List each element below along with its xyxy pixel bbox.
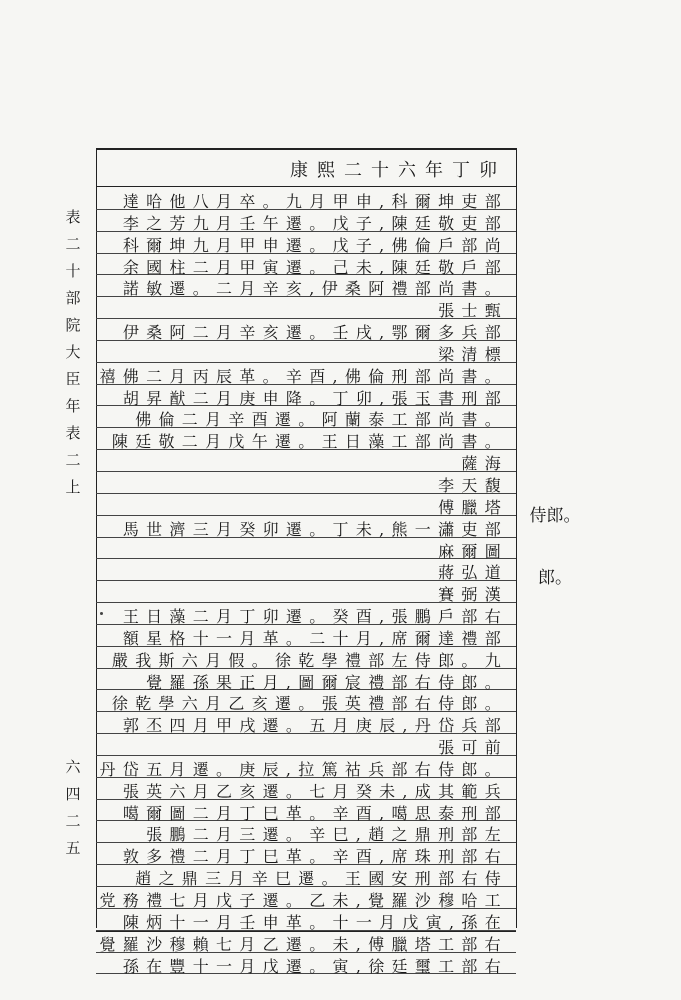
row-text: 諾敏遷。二月辛亥,伊桑阿禮部尚書。 xyxy=(122,279,508,299)
row-text: 李天馥 xyxy=(438,475,508,495)
table-row xyxy=(96,450,516,472)
side-title-char: 部 xyxy=(65,289,81,307)
row-text: 敦多禮二月丁巳革。辛酉,席珠刑部右 xyxy=(122,847,508,867)
row-text: 佛倫二月辛酉遷。阿蘭泰工部尚書。 xyxy=(135,410,508,430)
table-row xyxy=(96,559,516,581)
table-row xyxy=(96,821,516,843)
row-text: 額星格十一月革。二十月,席爾達禮部 xyxy=(122,628,508,648)
page-number-char: 四 xyxy=(65,785,81,803)
row-text: 嚴我斯六月假。徐乾學禮部左侍郎。九 xyxy=(111,650,508,670)
row-text: 張鵬二月三遷。辛巳,趙之鼎刑部左 xyxy=(146,825,508,845)
row-text: 達哈他八月卒。九月甲申,科爾坤吏部 xyxy=(122,192,508,211)
page-number-char: 六 xyxy=(65,758,81,776)
table-row xyxy=(96,494,516,516)
row-text: 賽弼漢 xyxy=(438,585,508,605)
table-row xyxy=(96,669,516,691)
row-text: 噶爾圖二月丁巳革。辛酉,噶思泰刑部 xyxy=(122,803,508,823)
table-row xyxy=(96,472,516,494)
table-row xyxy=(96,953,516,975)
row-text: 禧佛二月丙辰革。辛酉,佛倫刑部尚書。 xyxy=(99,366,508,386)
row-text: 馬世濟三月癸卯遷。丁未,熊一瀟吏部 xyxy=(122,519,508,539)
table-row xyxy=(96,734,516,756)
row-text: 張英六月乙亥遷。七月癸未,成其範兵 xyxy=(122,781,508,801)
row-text: 麻爾圖 xyxy=(438,541,508,561)
side-title-char: 二 xyxy=(65,235,81,253)
side-title-char: 年 xyxy=(65,397,81,415)
table-row xyxy=(96,843,516,865)
table-row xyxy=(96,647,516,669)
side-title-char: 表 xyxy=(65,424,81,442)
table-row xyxy=(96,385,516,407)
table-row xyxy=(96,188,516,210)
row-text: 科爾坤九月甲申遷。戊子,佛倫戶部尚 xyxy=(122,235,508,255)
page-number-char: 五 xyxy=(65,839,81,857)
table-row xyxy=(96,297,516,319)
table-row xyxy=(96,363,516,385)
row-text: 趙之鼎三月辛巳遷。王國安刑部右侍 xyxy=(135,869,508,889)
table-header-row xyxy=(96,148,516,187)
side-title-char: 上 xyxy=(65,478,81,496)
table-row xyxy=(96,800,516,822)
row-text: 丹岱五月遷。庚辰,拉篤祜兵部右侍郎。 xyxy=(99,759,508,779)
row-text: 郭丕四月甲戌遷。五月庚辰,丹岱兵部 xyxy=(122,716,508,736)
row-text: 陳廷敬二月戊午遷。王日藻工部尚書。 xyxy=(111,432,508,452)
right-note: 侍郎。 xyxy=(529,505,581,526)
side-title-char: 表 xyxy=(65,208,81,226)
row-text: 陳炳十一月壬申革。十一月戊寅,孫在 xyxy=(122,912,508,932)
table-row xyxy=(96,538,516,560)
row-text: 薩海 xyxy=(461,454,508,474)
row-text: 伊桑阿二月辛亥遷。壬戌,鄂爾多兵部 xyxy=(122,323,508,343)
row-text: 孫在豐十一月戊遷。寅,徐廷璽工部右 xyxy=(122,956,508,976)
table-row xyxy=(96,254,516,276)
side-title-char: 二 xyxy=(65,451,81,469)
row-text: 余國柱二月甲寅遷。己未,陳廷敬戶部 xyxy=(122,257,508,277)
col-line xyxy=(516,148,517,928)
right-note: 郎。 xyxy=(538,568,572,589)
table-row xyxy=(96,319,516,341)
row-text: 徐乾學六月乙亥遷。張英禮部右侍郎。 xyxy=(111,694,508,714)
row-text: 梁清標 xyxy=(438,344,508,364)
table-row xyxy=(96,865,516,887)
table-row xyxy=(96,931,516,953)
table-row xyxy=(96,778,516,800)
row-text: 張可前 xyxy=(438,738,508,758)
page-number-char: 二 xyxy=(65,812,81,830)
row-text: 党務禮七月戊子遷。乙未,覺羅沙穆哈工 xyxy=(99,891,508,910)
row-text: 蔣弘道 xyxy=(438,563,508,583)
table-row xyxy=(96,516,516,538)
row-text: 胡昇猷二月庚申降。丁卯,張玉書刑部 xyxy=(122,388,508,408)
side-title-char: 十 xyxy=(65,262,81,280)
row-text: 張士甄 xyxy=(438,301,508,321)
table-row xyxy=(96,210,516,232)
table-row xyxy=(96,756,516,778)
side-title-char: 院 xyxy=(65,316,81,334)
side-title-char: 大 xyxy=(65,343,81,361)
table-row xyxy=(96,712,516,734)
side-title xyxy=(60,210,86,507)
table-row xyxy=(96,275,516,297)
table-row xyxy=(96,341,516,363)
table-row xyxy=(96,581,516,603)
table-row xyxy=(96,690,516,712)
table-row xyxy=(96,428,516,450)
table-row xyxy=(96,406,516,428)
ink-speck xyxy=(100,612,103,615)
page-number xyxy=(60,760,86,868)
row-text: 李之芳九月壬午遷。戊子,陳廷敬吏部 xyxy=(122,213,508,233)
table-row xyxy=(96,232,516,254)
side-title-char: 臣 xyxy=(65,370,81,388)
row-text: 傅臘塔 xyxy=(438,497,508,517)
table-row xyxy=(96,909,516,931)
table-row xyxy=(96,625,516,647)
table-header: 康熙二十六年丁卯 xyxy=(290,160,506,181)
row-text: 覺羅孫果正月,圖爾宸禮部右侍郎。 xyxy=(146,672,508,692)
row-text: 王日藻二月丁卯遷。癸酉,張鵬戶部右 xyxy=(122,607,508,627)
table-row xyxy=(96,887,516,909)
table-row xyxy=(96,603,516,625)
table-body xyxy=(96,188,516,974)
row-text: 覺羅沙穆賴七月乙遷。未,傅臘塔工部右 xyxy=(99,934,508,954)
